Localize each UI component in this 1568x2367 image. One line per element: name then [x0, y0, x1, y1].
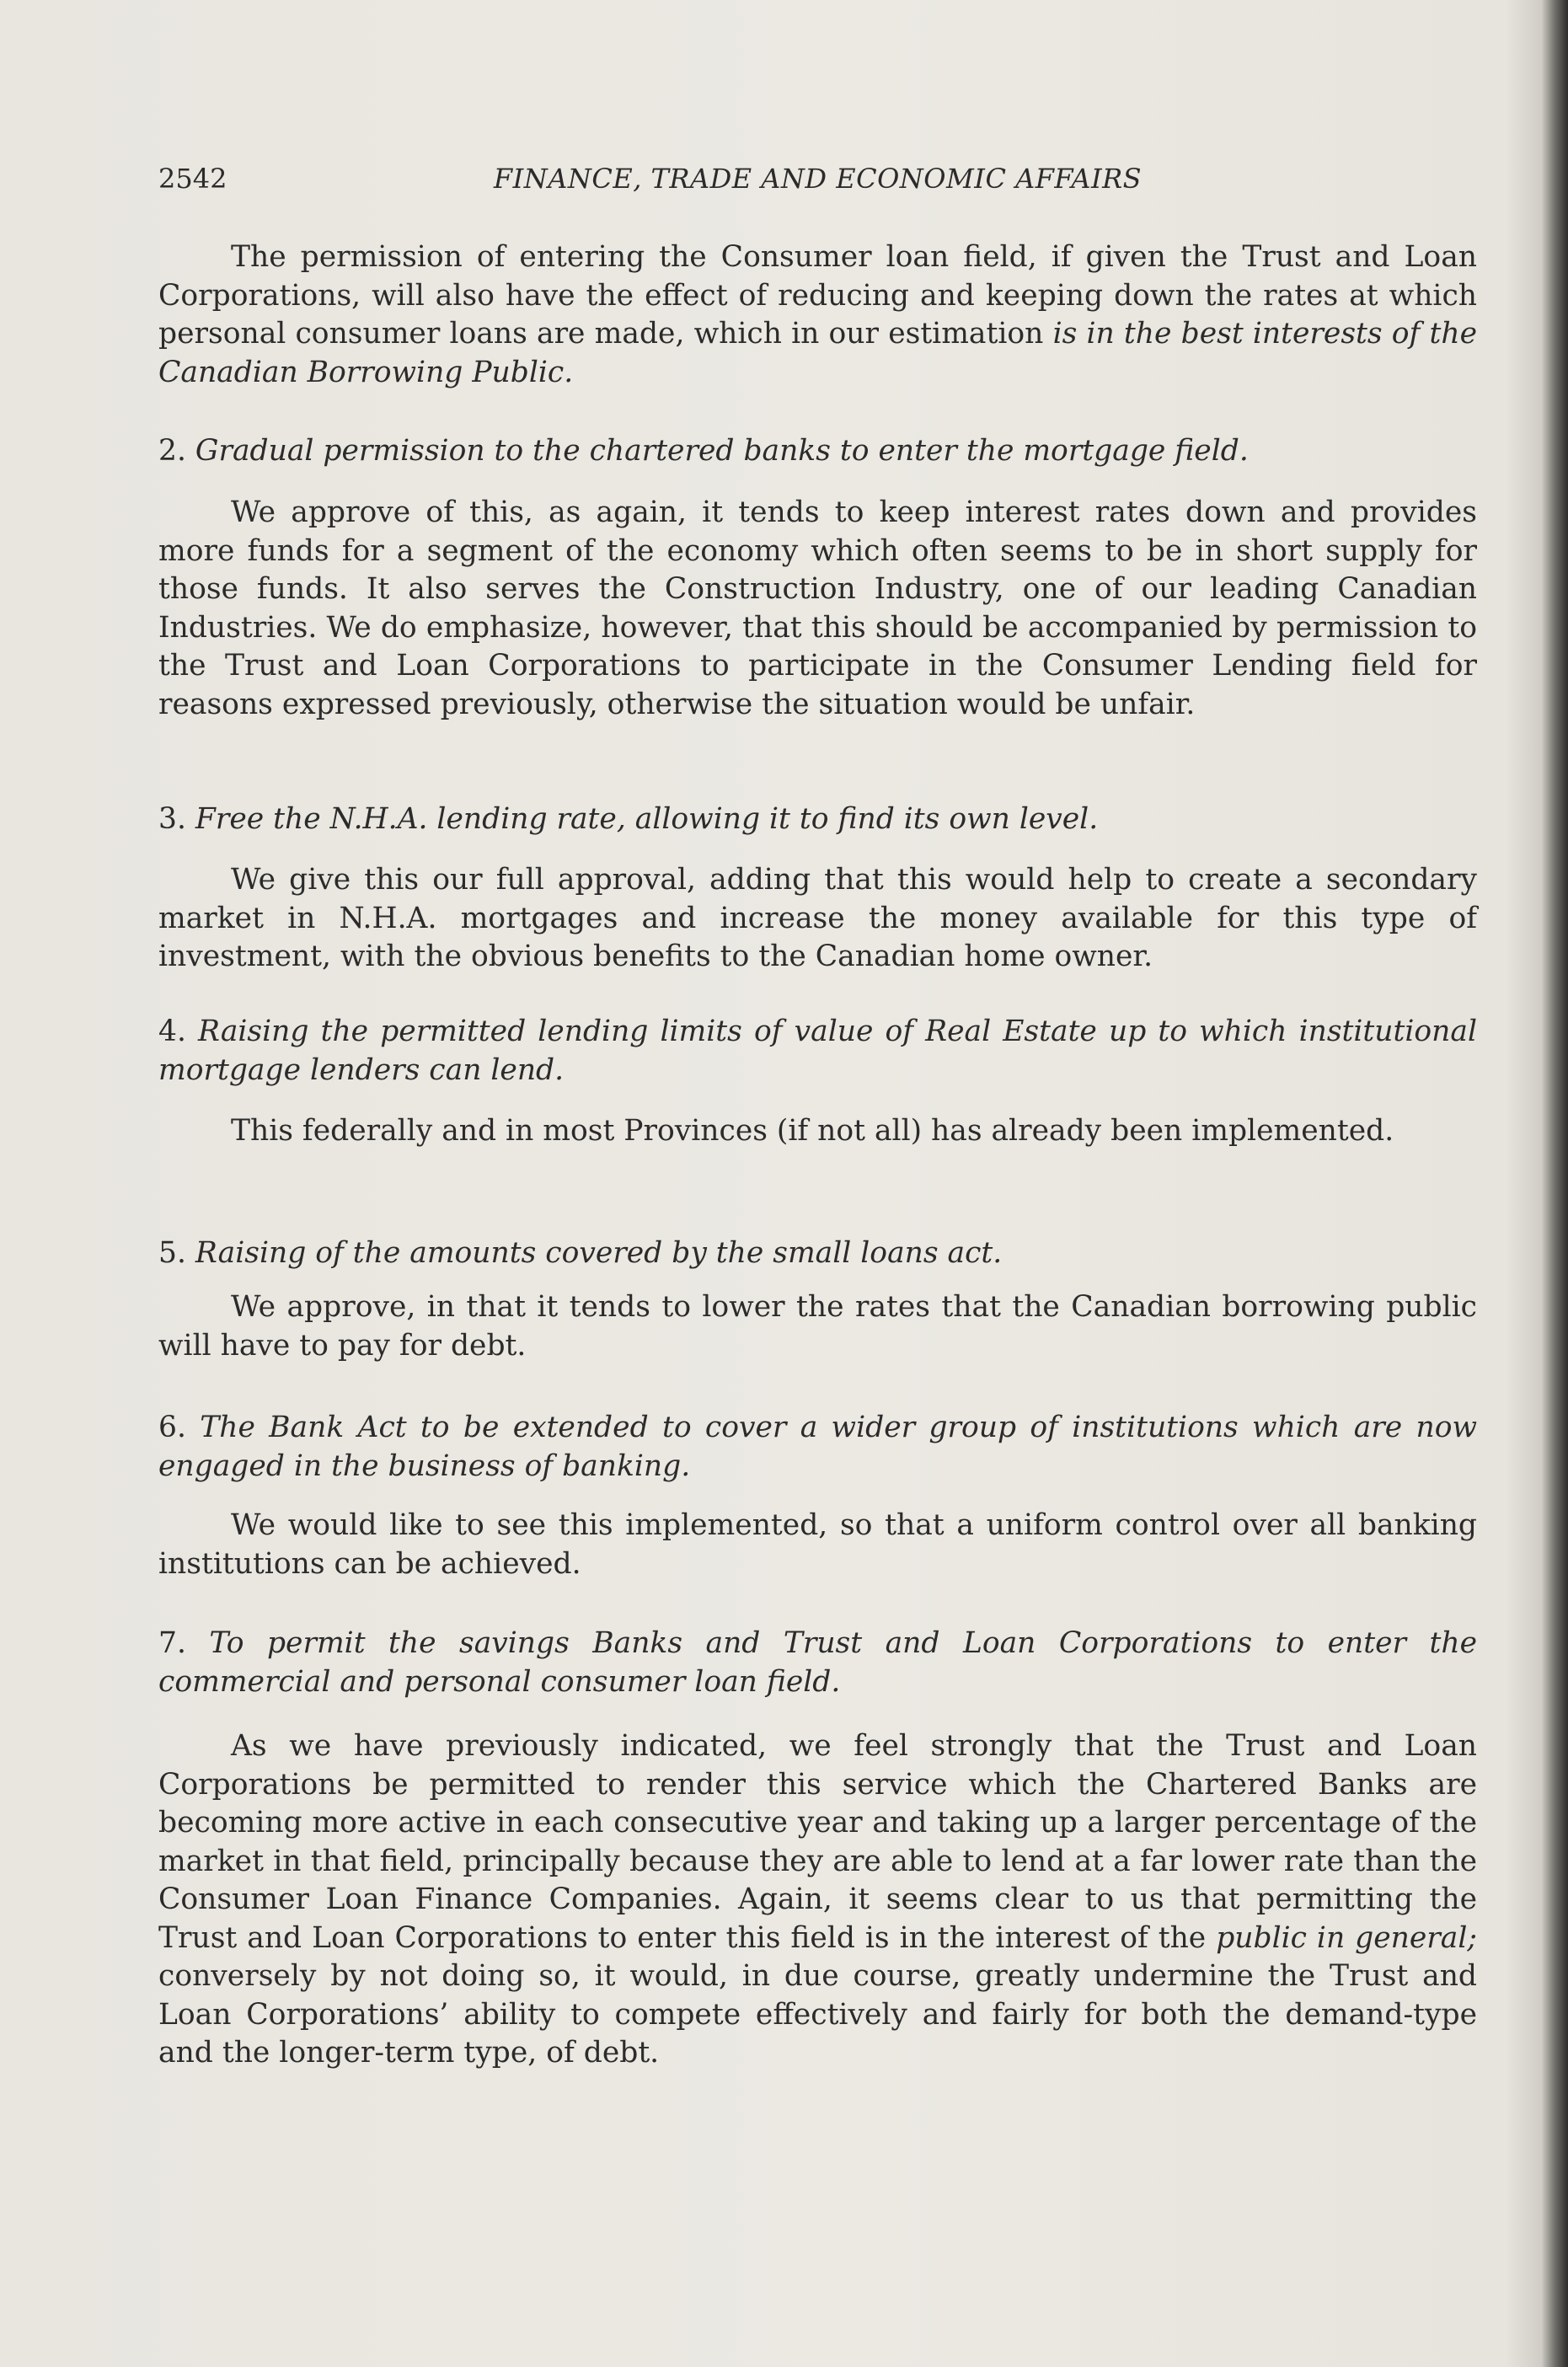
item-heading-text: The Bank Act to be extended to cover a wider group of institutions which are now engaged in the business of banking. [158, 1411, 1477, 1483]
item-heading-5 [158, 1234, 1477, 1273]
item-heading-2 [158, 432, 1477, 471]
item-body-emphasis: public in general; [1216, 1920, 1477, 1955]
item-body-7 [158, 1727, 1477, 2073]
item-heading-3 [158, 801, 1477, 839]
running-title: FINANCE, TRADE AND ECONOMIC AFFAIRS [493, 163, 1143, 195]
intro-text: The permission of entering the Consumer loan field, if given the Trust and Loan Corporations, will also have the effect of reducing and keeping down the rates at which personal consumer loans are made, which in our estimation [158, 240, 1477, 351]
item-number: 7. [158, 1626, 186, 1660]
page-number: 2542 [158, 163, 227, 195]
item-body-start: As we have previously indicated, we feel strongly that the Trust and Loan Corporations be permitted to render this service which the Chartered Banks are becoming more active in each consecutive year and taking up a larger percentage of the market in that field, principally because they are able to lend at a far lower rate than the Consumer Loan Finance Companies. Again, it seems clear to us that permitting the Trust and Loan Corporations to enter this field is in the interest of the [158, 1729, 1477, 1955]
item-body-2: We approve of this, as again, it tends to keep interest rates down and provides more funds for a segment of the economy which often seems to be in short supply for those funds. It also serves the Construction Industry, one of our leading Canadian Industries. We do emphasize, however, that this should be accompanied by permission to the Trust and Loan Corporations to participate in the Consumer Lending field for reasons expressed previously, otherwise the situation would be unfair. [158, 495, 1477, 721]
item-heading-7 [158, 1625, 1477, 1701]
item-heading-text: To permit the savings Banks and Trust and Loan Corporations to enter the commercial and personal consumer loan field. [158, 1626, 1477, 1699]
item-heading-4 [158, 1013, 1477, 1090]
item-heading-text: Raising of the amounts covered by the small loans act. [195, 1236, 1003, 1270]
item-body-4: This federally and in most Provinces (if not all) has already been implemented. [231, 1114, 1394, 1148]
item-heading-text: Gradual permission to the chartered banks to enter the mortgage field. [195, 434, 1249, 468]
item-number: 6. [158, 1411, 186, 1444]
item-number: 5. [158, 1236, 186, 1270]
page-header [158, 163, 1477, 205]
item-body-3: We give this our full approval, adding that this would help to create a secondary market in N.H.A. mortgages and increase the money available for this type of investment, with the obvious benefits to the Canadian home owner. [158, 863, 1477, 973]
item-heading-6 [158, 1409, 1477, 1486]
intro-paragraph [158, 238, 1477, 392]
item-body-5: We approve, in that it tends to lower the rates that the Canadian borrowing public will have to pay for debt. [158, 1290, 1477, 1363]
item-heading-text: Free the N.H.A. lending rate, allowing it to find its own level. [195, 802, 1099, 836]
item-heading-text: Raising the permitted lending limits of value of Real Estate up to which institutional mortgage lenders can lend. [158, 1015, 1478, 1087]
item-number: 3. [158, 802, 186, 836]
item-number: 4. [158, 1015, 186, 1048]
item-body-6: We would like to see this implemented, so that a uniform control over all banking institutions can be achieved. [158, 1508, 1477, 1581]
item-body-end: conversely by not doing so, it would, in due course, greatly undermine the Trust and Loan Corporations’ ability to compete effectively and fairly for both the demand-type and the longer-term type, of debt. [158, 1959, 1477, 2070]
item-number: 2. [158, 434, 186, 468]
intro-emphasis: is in the best interests of the Canadian Borrowing Public. [158, 317, 1477, 389]
